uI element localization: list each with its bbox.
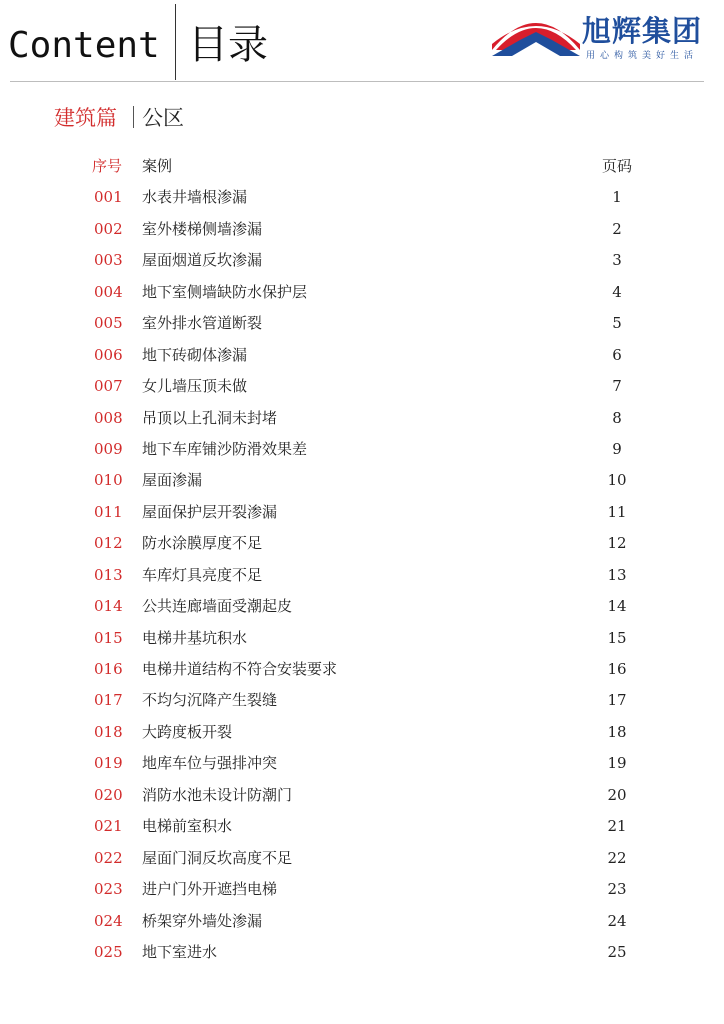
row-number: 025	[94, 942, 123, 961]
toc-row	[0, 685, 724, 716]
toc-row	[0, 717, 724, 748]
row-number: 010	[94, 471, 123, 490]
row-case-title: 公共连廊墙面受潮起皮	[142, 597, 293, 616]
toc-row	[0, 780, 724, 811]
row-number: 008	[94, 408, 123, 427]
row-number: 011	[94, 502, 123, 521]
row-number: 019	[94, 754, 123, 773]
row-case-title: 地库车位与强排冲突	[142, 754, 278, 773]
row-case-title: 屋面保护层开裂渗漏	[142, 502, 278, 521]
row-page-number: 22	[607, 848, 627, 867]
row-number: 001	[94, 188, 123, 207]
section-divider	[133, 106, 134, 128]
toc-row	[0, 434, 724, 465]
row-number: 009	[94, 439, 123, 458]
toc-table	[0, 151, 724, 968]
row-number: 004	[94, 282, 123, 301]
row-page-number: 1	[612, 188, 622, 207]
row-page-number: 18	[607, 722, 627, 741]
toc-row	[0, 497, 724, 528]
company-logo	[490, 10, 720, 72]
toc-row	[0, 308, 724, 339]
row-page-number: 24	[607, 911, 627, 930]
row-number: 018	[94, 722, 123, 741]
row-page-number: 4	[612, 282, 622, 301]
toc-row	[0, 403, 724, 434]
toc-row	[0, 560, 724, 591]
row-number: 022	[94, 848, 123, 867]
row-number: 024	[94, 911, 123, 930]
row-case-title: 消防水池未设计防潮门	[142, 785, 293, 804]
row-page-number: 7	[612, 377, 622, 396]
toc-header-row	[0, 151, 724, 182]
row-case-title: 不均匀沉降产生裂缝	[142, 691, 278, 710]
row-case-title: 水表井墙根渗漏	[142, 188, 248, 207]
row-case-title: 女儿墙压顶未做	[142, 377, 248, 396]
row-number: 020	[94, 785, 123, 804]
row-case-title: 吊顶以上孔洞未封堵	[142, 408, 278, 427]
row-number: 012	[94, 534, 123, 553]
logo-name: 旭辉集团	[582, 14, 703, 48]
toc-row	[0, 874, 724, 905]
row-case-title: 室外楼梯侧墙渗漏	[142, 219, 263, 238]
toc-row	[0, 843, 724, 874]
row-case-title: 地下室侧墙缺防水保护层	[142, 282, 308, 301]
row-page-number: 25	[607, 942, 627, 961]
row-case-title: 室外排水管道断裂	[142, 314, 263, 333]
toc-row	[0, 371, 724, 402]
header-rule	[10, 81, 704, 82]
row-page-number: 11	[607, 502, 627, 521]
row-page-number: 17	[607, 691, 627, 710]
toc-row	[0, 811, 724, 842]
logo-slogan: 用心构筑美好生活	[586, 51, 699, 61]
row-page-number: 13	[607, 565, 627, 584]
toc-row	[0, 937, 724, 968]
row-page-number: 2	[612, 219, 622, 238]
row-number: 003	[94, 251, 123, 270]
toc-row	[0, 623, 724, 654]
row-page-number: 12	[607, 534, 627, 553]
toc-row	[0, 906, 724, 937]
row-case-title: 地下车库铺沙防滑效果差	[142, 439, 308, 458]
row-page-number: 8	[612, 408, 622, 427]
page-header	[0, 0, 724, 82]
row-page-number: 10	[607, 471, 627, 490]
row-case-title: 车库灯具亮度不足	[142, 565, 263, 584]
toc-rows	[0, 182, 724, 968]
content-title: Content	[8, 25, 160, 66]
catalog-title: 目录	[188, 22, 268, 68]
toc-row	[0, 340, 724, 371]
row-case-title: 地下砖砌体渗漏	[142, 345, 248, 364]
row-number: 005	[94, 314, 123, 333]
row-page-number: 3	[612, 251, 622, 270]
toc-row	[0, 182, 724, 213]
row-number: 023	[94, 880, 123, 899]
row-page-number: 9	[612, 439, 622, 458]
row-number: 015	[94, 628, 123, 647]
row-number: 006	[94, 345, 123, 364]
toc-row	[0, 591, 724, 622]
row-number: 002	[94, 219, 123, 238]
row-page-number: 23	[607, 880, 627, 899]
row-number: 021	[94, 817, 123, 836]
row-page-number: 21	[607, 817, 627, 836]
column-header-case: 案例	[142, 157, 173, 175]
row-case-title: 电梯井道结构不符合安装要求	[142, 660, 338, 678]
row-number: 014	[94, 597, 123, 616]
row-case-title: 桥架穿外墙处渗漏	[142, 911, 263, 930]
row-page-number: 20	[607, 785, 627, 804]
toc-row	[0, 465, 724, 496]
toc-row	[0, 654, 724, 685]
row-number: 017	[94, 691, 123, 710]
toc-row	[0, 214, 724, 245]
row-case-title: 大跨度板开裂	[142, 722, 233, 741]
row-case-title: 屋面烟道反坎渗漏	[142, 251, 263, 270]
row-case-title: 防水涂膜厚度不足	[142, 534, 263, 553]
row-case-title: 进户门外开遮挡电梯	[142, 880, 278, 899]
section-subcategory: 公区	[142, 106, 184, 130]
column-header-page: 页码	[601, 157, 632, 175]
toc-row	[0, 528, 724, 559]
row-case-title: 屋面渗漏	[142, 471, 203, 490]
row-case-title: 电梯井基坑积水	[142, 628, 248, 647]
row-page-number: 15	[607, 628, 627, 647]
row-page-number: 5	[612, 314, 622, 333]
row-case-title: 电梯前室积水	[142, 817, 233, 836]
toc-row	[0, 245, 724, 276]
row-case-title: 地下室进水	[142, 942, 218, 961]
row-number: 007	[94, 377, 123, 396]
column-header-no: 序号	[92, 157, 123, 175]
row-page-number: 16	[607, 660, 627, 678]
row-number: 016	[94, 660, 123, 678]
toc-row	[0, 748, 724, 779]
section-category: 建筑篇	[54, 106, 117, 130]
row-number: 013	[94, 565, 123, 584]
row-case-title: 屋面门洞反坎高度不足	[142, 848, 293, 867]
toc-row	[0, 277, 724, 308]
mountain-logo-icon	[490, 10, 582, 58]
row-page-number: 6	[612, 345, 622, 364]
row-page-number: 19	[607, 754, 627, 773]
title-divider	[175, 4, 176, 80]
row-page-number: 14	[607, 597, 627, 616]
section-heading	[54, 102, 184, 132]
